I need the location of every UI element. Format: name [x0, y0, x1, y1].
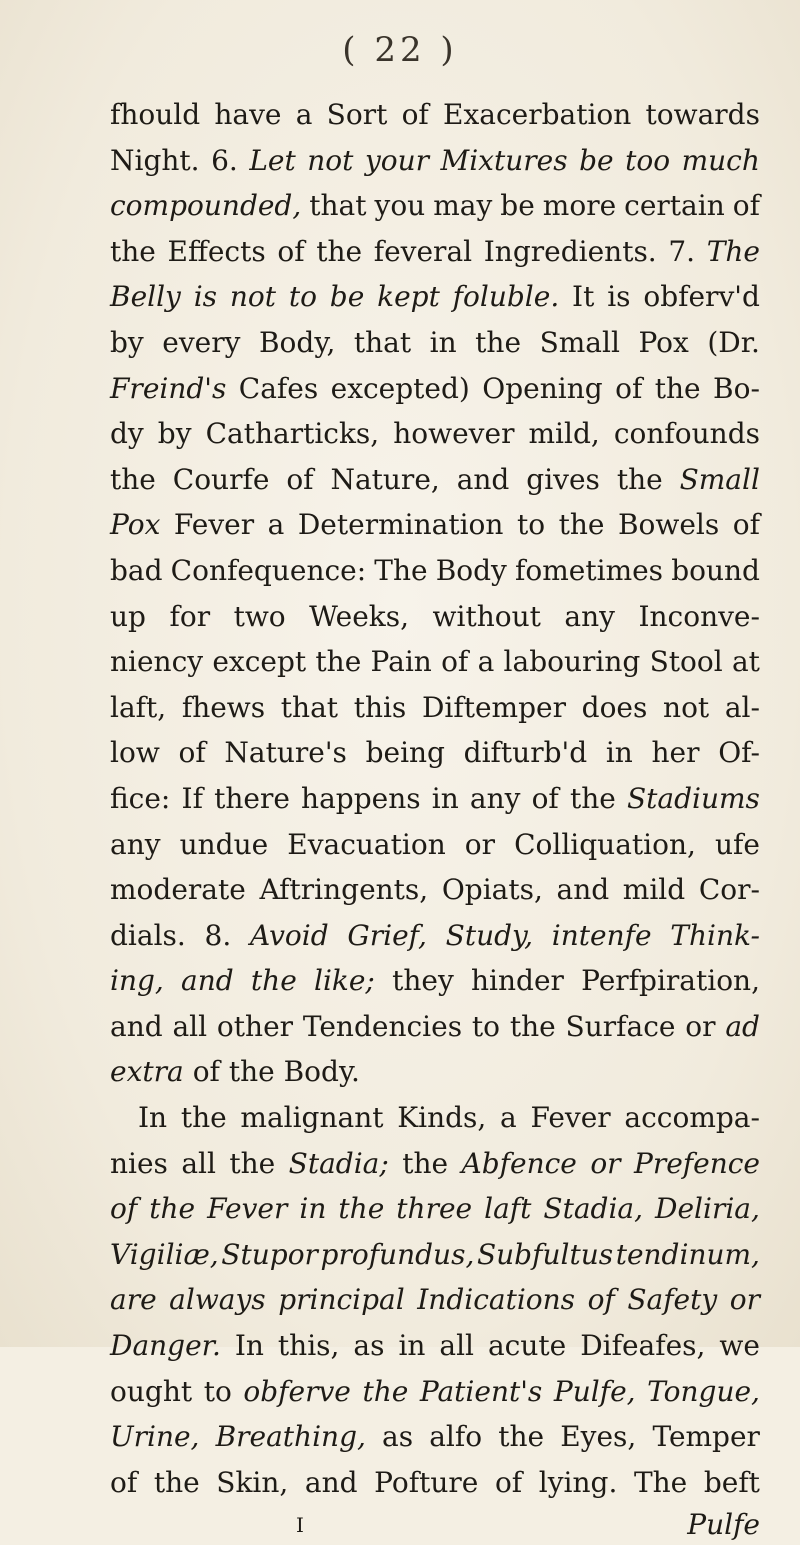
- text-line: In the malignant Kinds, a Fever accompa-: [138, 1101, 760, 1135]
- text-line: compounded, that you may be more certain of: [110, 189, 760, 223]
- text-line: fhould have a Sort of Exacerbation towards: [110, 98, 760, 131]
- body-text: [110, 92, 760, 1545]
- text-line: dy by Catharticks, however mild, confounds: [110, 417, 760, 451]
- text-line: low of Nature's being difturb'd in her Of-: [110, 736, 760, 770]
- text-line: are always principal Indications of Safety or: [110, 1283, 760, 1317]
- text-line: Night. 6. Let not your Mixtures be too much: [110, 143, 760, 177]
- text-line: moderate Aftringents, Opiats, and mild Cor-: [110, 873, 760, 907]
- text-line: ought to obferve the Patient's Pulfe, Tongue,: [110, 1374, 760, 1408]
- catchword: Pulfe: [687, 1508, 760, 1542]
- text-line: ing, and the like; they hinder Perfpiration,: [110, 964, 760, 998]
- text-line: fice: If there happens in any of the Stadiums: [110, 781, 760, 815]
- catch-line: [110, 1505, 760, 1545]
- text-line: laft, fhews that this Diftemper does not al-: [110, 690, 760, 724]
- text-line: nies all the Stadia; the Abfence or Prefence: [110, 1146, 760, 1180]
- text-line: bad Confequence: The Body fometimes bound: [110, 553, 760, 587]
- text-line: any undue Evacuation or Colliquation, ufe: [110, 827, 760, 861]
- text-line: Urine, Breathing, as alfo the Eyes, Temper: [110, 1420, 760, 1454]
- text-line: of the Skin, and Pofture of lying. The beft: [110, 1465, 760, 1499]
- text-line: Freind's Cafes excepted) Opening of the Bo-: [110, 371, 760, 405]
- text-line: dials. 8. Avoid Grief, Study, intenfe Think-: [110, 918, 760, 952]
- text-line: Pox Fever a Determination to the Bowels of: [110, 508, 760, 542]
- text-line: and all other Tendencies to the Surface or ad: [110, 1009, 760, 1043]
- text-line: niency except the Pain of a labouring Stool at: [110, 645, 760, 679]
- text-line: Belly is not to be kept foluble. It is obferv'd: [110, 280, 760, 314]
- text-line: Vigiliæ, Stupor profundus, Subfultus tendinum,: [110, 1237, 760, 1271]
- text-segment: of the Body.: [192, 1055, 360, 1089]
- page-number: ( 22 ): [342, 30, 458, 70]
- signature-mark: I: [296, 1513, 304, 1538]
- text-line: up for two Weeks, without any Inconve-: [110, 599, 760, 633]
- text-line: of the Fever in the three laft Stadia, Deliria,: [110, 1192, 760, 1226]
- text-line: Danger. In this, as in all acute Difeafes, we: [110, 1329, 760, 1363]
- text-line: the Effects of the feveral Ingredients. 7. The: [110, 234, 760, 268]
- text-line: by every Body, that in the Small Pox (Dr.: [110, 325, 760, 359]
- text-line: the Courfe of Nature, and gives the Small: [110, 462, 760, 496]
- text-segment: extra: [110, 1055, 184, 1089]
- text-line: [110, 1049, 760, 1095]
